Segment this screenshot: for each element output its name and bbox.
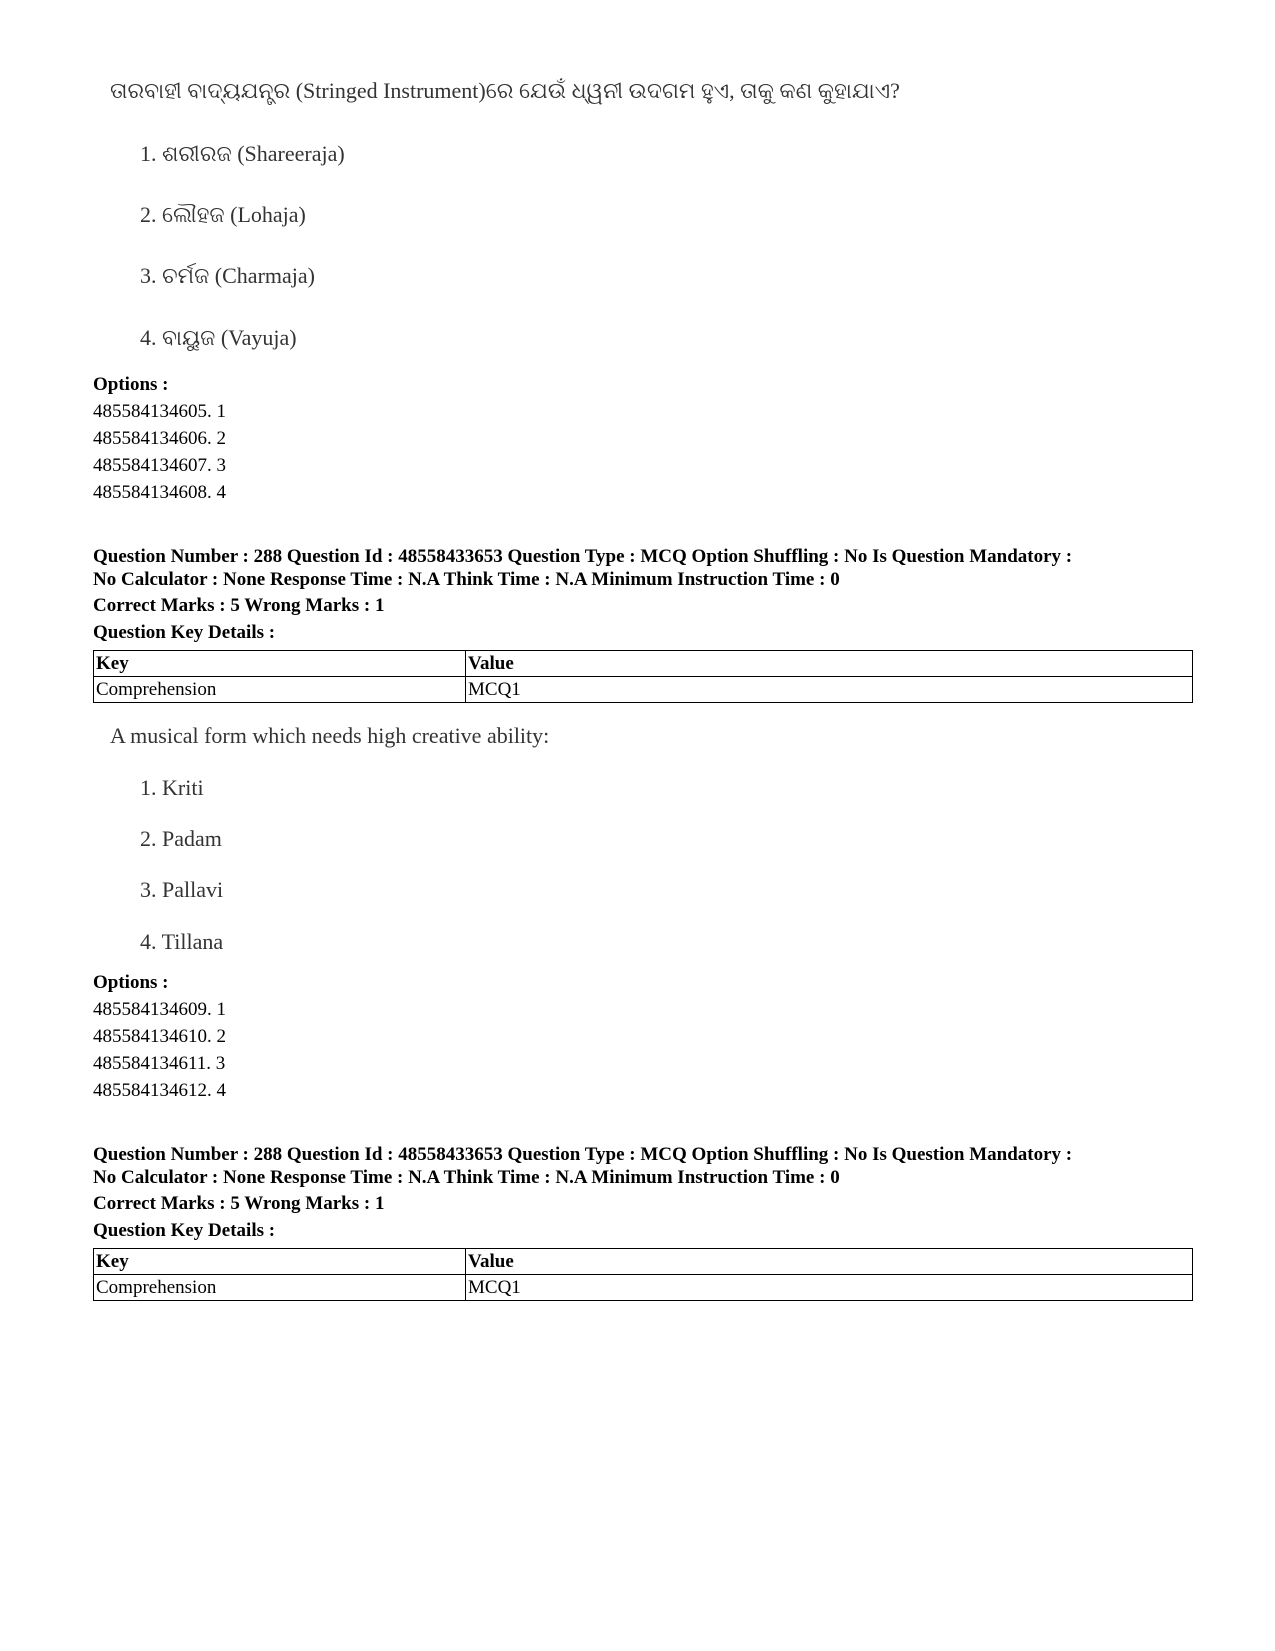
marks-line: Correct Marks : 5 Wrong Marks : 1 [93,595,385,616]
option-id-2: 485584134606. 2 [93,428,226,449]
table-cell-key: Comprehension [94,677,466,703]
option-id-2: 485584134610. 2 [93,1026,226,1047]
table-header-key: Key [94,1249,466,1275]
table-cell-key: Comprehension [94,1275,466,1301]
choice-4: 4. Tillana [140,929,224,954]
choice-4: 4. ବାୟୁଜ (Vayuja) [140,325,297,350]
choice-2: 2. Padam [140,826,222,851]
key-details-table [93,650,1193,703]
key-details-label: Question Key Details : [93,622,276,643]
choice-3: 3. ଚର୍ମଜ (Charmaja) [140,263,315,288]
question-header-line1: Question Number : 288 Question Id : 48558433653 Question Type : MCQ Option Shuffling : No Is Question Mandatory : [93,546,1073,567]
option-id-3: 485584134611. 3 [93,1053,226,1074]
option-id-4: 485584134608. 4 [93,482,226,503]
question-header-line2: No Calculator : None Response Time : N.A Think Time : N.A Minimum Instruction Time : 0 [93,1167,840,1188]
choice-1: 1. Kriti [140,775,204,800]
table-header-value: Value [466,1249,1193,1275]
table-header-row [94,651,1193,677]
choice-1: 1. ଶରୀରଜ (Shareeraja) [140,141,345,166]
table-cell-value: MCQ1 [466,677,1193,703]
option-id-1: 485584134609. 1 [93,999,226,1020]
key-details-label: Question Key Details : [93,1220,276,1241]
options-label: Options : [93,972,169,993]
choice-3: 3. Pallavi [140,877,224,902]
question-header-line1: Question Number : 288 Question Id : 48558433653 Question Type : MCQ Option Shuffling : No Is Question Mandatory : [93,1144,1073,1165]
table-header-key: Key [94,651,466,677]
option-id-4: 485584134612. 4 [93,1080,226,1101]
table-row [94,1275,1193,1301]
choice-2: 2. ଲୌହଜ (Lohaja) [140,202,306,227]
key-details-table [93,1248,1193,1301]
option-id-3: 485584134607. 3 [93,455,226,476]
table-header-row [94,1249,1193,1275]
question-stem: A musical form which needs high creative ability: [110,723,550,748]
option-id-1: 485584134605. 1 [93,401,226,422]
marks-line: Correct Marks : 5 Wrong Marks : 1 [93,1193,385,1214]
table-cell-value: MCQ1 [466,1275,1193,1301]
options-label: Options : [93,374,169,395]
question-stem-odia: ତାରବାହୀ ବାଦ୍ୟଯନ୍ତ୍ର (Stringed Instrument)ରେ ଯେଉଁ ଧ୍ୱନୀ ଉଦଗମ ହୁଏ, ତାକୁ କଣ କୁହାଯାଏ? [110,78,900,103]
table-row [94,677,1193,703]
table-header-value: Value [466,651,1193,677]
question-header-line2: No Calculator : None Response Time : N.A Think Time : N.A Minimum Instruction Time : 0 [93,569,840,590]
